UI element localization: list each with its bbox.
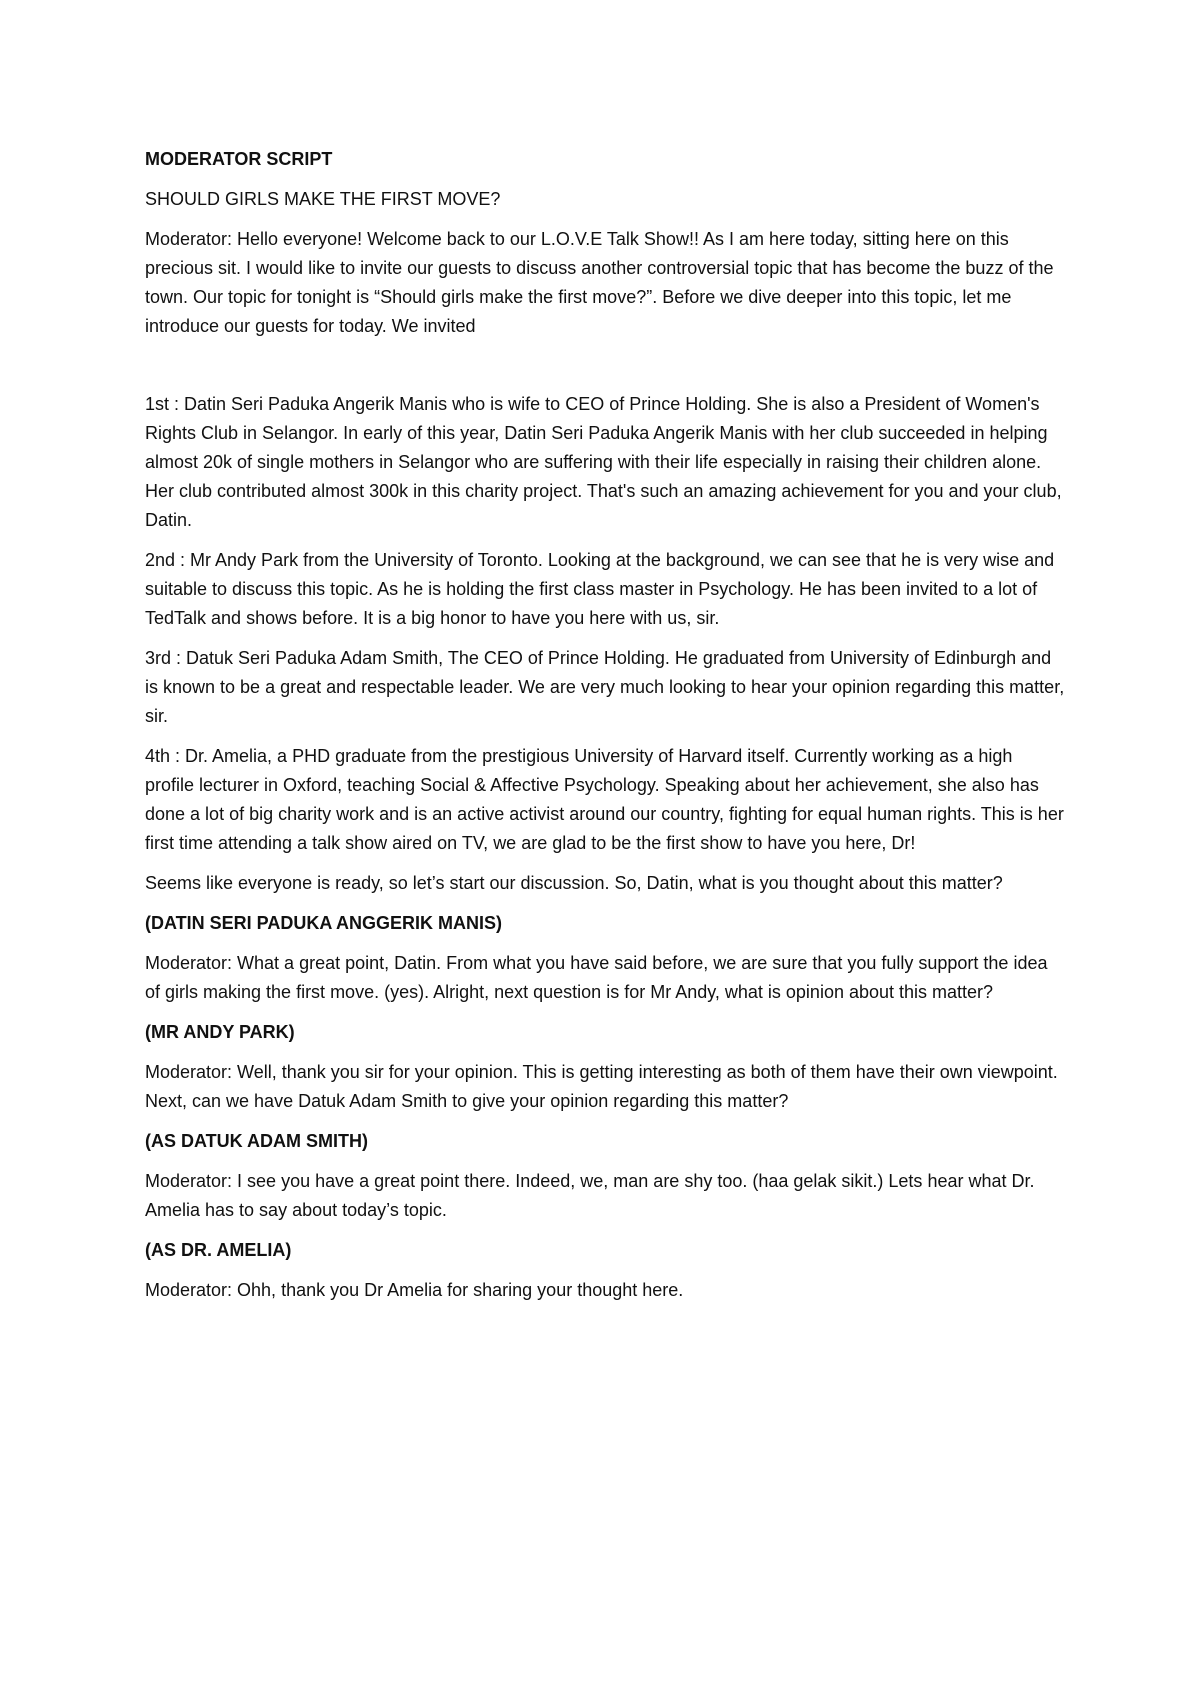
speaker-cue-amelia: (AS DR. AMELIA) (145, 1240, 292, 1260)
speaker-cue-datuk: (AS DATUK ADAM SMITH) (145, 1131, 368, 1151)
speaker-cue-datin: (DATIN SERI PADUKA ANGGERIK MANIS) (145, 913, 502, 933)
guest-intro-2: 2nd : Mr Andy Park from the University of Toronto. Looking at the background, we can see that he is very wise and suitable to discuss this topic. As he is holding the first class master in Psychology. He has been invited to a lot of TedTalk and shows before. It is a big honor to have you here with us, sir. (145, 550, 1055, 628)
moderator-line-2: Moderator: Well, thank you sir for your opinion. This is getting interesting as both of them have their own viewpoint. Next, can we have Datuk Adam Smith to give your opinion regarding this matter? (145, 1062, 1058, 1111)
spacer (145, 352, 1065, 390)
guest-intro-4: 4th : Dr. Amelia, a PHD graduate from the prestigious University of Harvard itself. Currently working as a high profile lecturer in Oxford, teaching Social & Affective Psychology. Speaking about her achievement, she also has done a lot of big charity work and is an active activist around our country, fighting for equal human rights. This is her first time attending a talk show aired on TV, we are glad to be the first show to have you here, Dr! (145, 746, 1064, 853)
guest-intro-3: 3rd : Datuk Seri Paduka Adam Smith, The CEO of Prince Holding. He graduated from University of Edinburgh and is known to be a great and respectable leader. We are very much looking to hear your opinion regarding this matter, sir. (145, 648, 1065, 726)
document-subtitle: SHOULD GIRLS MAKE THE FIRST MOVE? (145, 189, 501, 209)
moderator-line-3: Moderator: I see you have a great point there. Indeed, we, man are shy too. (haa gelak sikit.) Lets hear what Dr. Amelia has to say about today’s topic. (145, 1171, 1035, 1220)
moderator-line-1: Moderator: What a great point, Datin. From what you have said before, we are sure that you fully support the idea of girls making the first move. (yes). Alright, next question is for Mr Andy, what is opinion about this matter? (145, 953, 1048, 1002)
document-body (145, 145, 1065, 1316)
guest-intro-1: 1st : Datin Seri Paduka Angerik Manis who is wife to CEO of Prince Holding. She is also a President of Women's Rights Club in Selangor. In early of this year, Datin Seri Paduka Angerik Manis with her club succeeded in helping almost 20k of single mothers in Selangor who are suffering with their life especially in raising their children alone. Her club contributed almost 300k in this charity project. That's such an amazing achievement for you and your club, Datin. (145, 394, 1062, 530)
moderator-line-4: Moderator: Ohh, thank you Dr Amelia for sharing your thought here. (145, 1280, 684, 1300)
intro-paragraph: Moderator: Hello everyone! Welcome back to our L.O.V.E Talk Show!! As I am here today, sitting here on this precious sit. I would like to invite our guests to discuss another controversial topic that has become the buzz of the town. Our topic for tonight is “Should girls make the first move?”. Before we dive deeper into this topic, let me introduce our guests for today. We invited (145, 229, 1054, 336)
document-title: MODERATOR SCRIPT (145, 149, 333, 169)
speaker-cue-andy: (MR ANDY PARK) (145, 1022, 295, 1042)
start-discussion-paragraph: Seems like everyone is ready, so let’s start our discussion. So, Datin, what is you thought about this matter? (145, 873, 1003, 893)
